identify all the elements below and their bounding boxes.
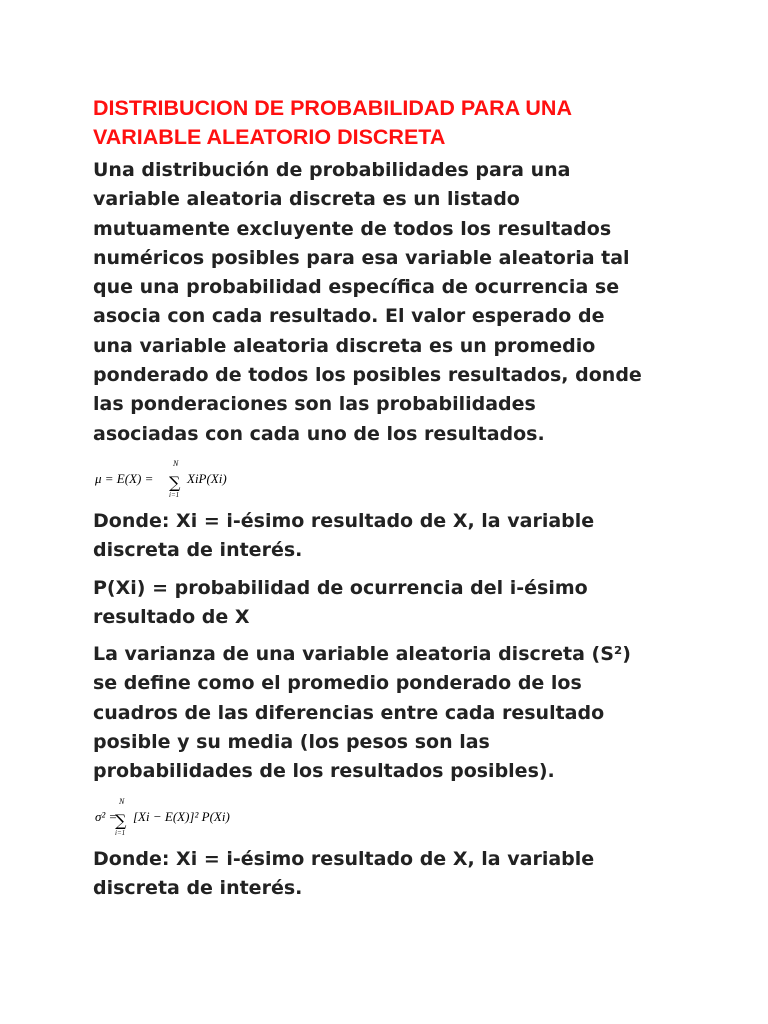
variance-formula-svg: [93, 795, 273, 837]
intro-line: numéricos posibles para esa variable aleatoria tal: [93, 246, 630, 269]
title-line-1: DISTRIBUCION DE PROBABILIDAD PARA UNA: [93, 96, 572, 120]
formula1-lhs: μ = E(X) =: [95, 470, 154, 486]
donde1-line: discreta de interés.: [93, 539, 303, 562]
intro-line: asocia con cada resultado. El valor esperado de: [93, 305, 605, 328]
sigma-sum-icon: ∑: [169, 472, 181, 492]
varianza-line: probabilidades de los resultados posibles).: [93, 760, 555, 783]
intro-line: una variable aleatoria discreta es un promedio: [93, 334, 596, 357]
intro-line: asociadas con cada uno de los resultados.: [93, 422, 545, 445]
document-title: [93, 94, 683, 152]
intro-line: Una distribución de probabilidades para una: [93, 159, 571, 181]
pxi-line: resultado de X: [93, 605, 250, 628]
donde2-line: Donde: Xi = i-ésimo resultado de X, la variable: [93, 847, 595, 870]
varianza-line: La varianza de una variable aleatoria discreta (S²): [93, 643, 631, 666]
pxi-paragraph: [93, 574, 683, 633]
expected-value-formula: [93, 457, 683, 499]
intro-line: variable aleatoria discreta es un listado: [93, 188, 520, 211]
sigma-sum-icon: ∑: [115, 810, 127, 830]
document-page: [93, 94, 683, 903]
formula1-upper: N: [173, 458, 179, 468]
intro-line: que una probabilidad específica de ocurrencia se: [93, 276, 620, 299]
varianza-paragraph: [93, 640, 683, 786]
intro-line: mutuamente excluyente de todos los resultados: [93, 217, 612, 240]
donde2-line: discreta de interés.: [93, 876, 303, 899]
variance-formula: [93, 795, 683, 837]
varianza-line: se define como el promedio ponderado de los: [93, 672, 582, 695]
varianza-line: cuadros de las diferencias entre cada resultado: [93, 701, 605, 724]
donde1-line: Donde: Xi = i-ésimo resultado de X, la variable: [93, 509, 595, 532]
formula2-upper: N: [119, 796, 125, 806]
intro-line: las ponderaciones son las probabilidades: [93, 393, 536, 416]
intro-line: ponderado de todos los posibles resultados, donde: [93, 364, 642, 387]
formula2-body: [Xi − E(X)]² P(Xi): [133, 808, 230, 824]
formula2-lhs: σ² =: [95, 808, 118, 824]
varianza-line: posible y su media (los pesos son las: [93, 731, 490, 754]
pxi-line: P(Xi) = probabilidad de ocurrencia del i-ésimo: [93, 576, 588, 599]
formula1-lower: i=1: [169, 490, 180, 499]
formula2-lower: i=1: [115, 828, 126, 837]
title-line-2: VARIABLE ALEATORIO DISCRETA: [93, 125, 446, 149]
expected-value-formula-svg: [93, 457, 253, 499]
donde-paragraph-1: [93, 507, 683, 566]
donde-paragraph-2: [93, 845, 683, 904]
formula1-body: XiP(Xi): [187, 470, 227, 486]
intro-paragraph: [93, 156, 683, 449]
